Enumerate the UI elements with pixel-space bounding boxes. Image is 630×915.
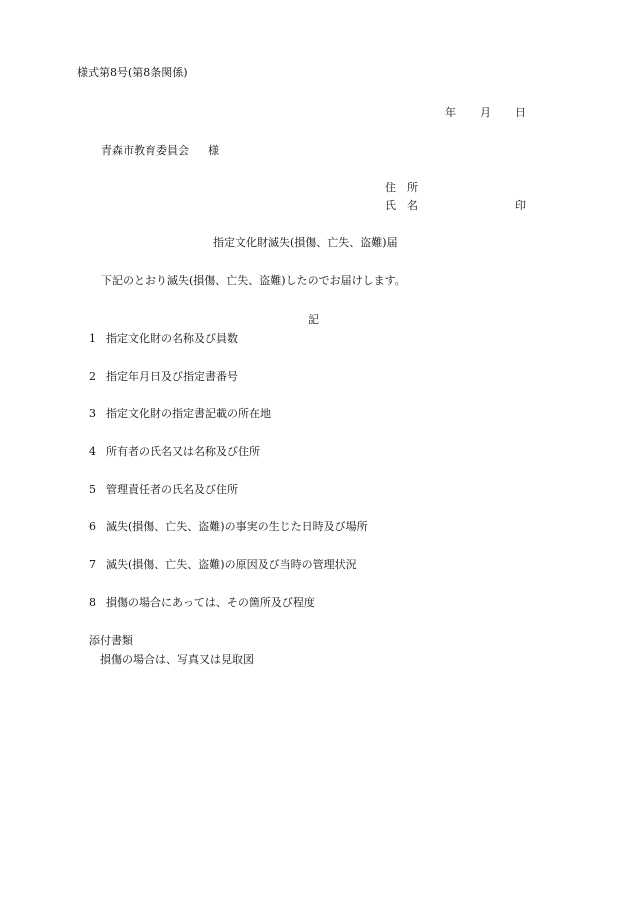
list-item-number: 3	[89, 407, 96, 420]
document-title: 指定文化財滅失(損傷、亡失、盗難)届	[213, 236, 398, 249]
addressee-honorific: 様	[208, 144, 219, 157]
form-number: 様式第8号(第8条関係)	[77, 66, 188, 79]
list-item-number: 8	[89, 596, 96, 609]
list-item: 管理責任者の氏名及び住所	[106, 483, 238, 496]
attachments-body: 損傷の場合は、写真又は見取図	[100, 653, 254, 666]
date-day-label: 日	[515, 106, 526, 119]
list-item: 滅失(損傷、亡失、盗難)の原因及び当時の管理状況	[106, 558, 357, 571]
applicant-address-label: 住 所	[385, 181, 418, 194]
ki-heading: 記	[308, 313, 319, 326]
list-item: 指定文化財の名称及び員数	[106, 332, 238, 345]
list-item: 滅失(損傷、亡失、盗難)の事実の生じた日時及び場所	[106, 520, 368, 533]
list-item-number: 4	[89, 445, 96, 458]
list-item-number: 7	[89, 558, 96, 571]
list-item: 指定文化財の指定書記載の所在地	[106, 407, 271, 420]
list-item: 所有者の氏名又は名称及び住所	[106, 445, 260, 458]
date-month-label: 月	[480, 106, 491, 119]
addressee-name: 青森市教育委員会	[101, 144, 189, 157]
list-item-number: 1	[89, 332, 96, 345]
list-item: 指定年月日及び指定書番号	[106, 370, 238, 383]
attachments-heading: 添付書類	[89, 634, 133, 647]
date-year-label: 年	[445, 106, 456, 119]
list-item-number: 5	[89, 483, 96, 496]
list-item: 損傷の場合にあっては、その箇所及び程度	[106, 596, 315, 609]
applicant-name-label: 氏 名	[385, 199, 418, 212]
list-item-number: 2	[89, 370, 96, 383]
seal-label: 印	[515, 199, 526, 212]
list-item-number: 6	[89, 520, 96, 533]
intro-text: 下記のとおり滅失(損傷、亡失、盗難)したのでお届けします。	[101, 274, 406, 287]
